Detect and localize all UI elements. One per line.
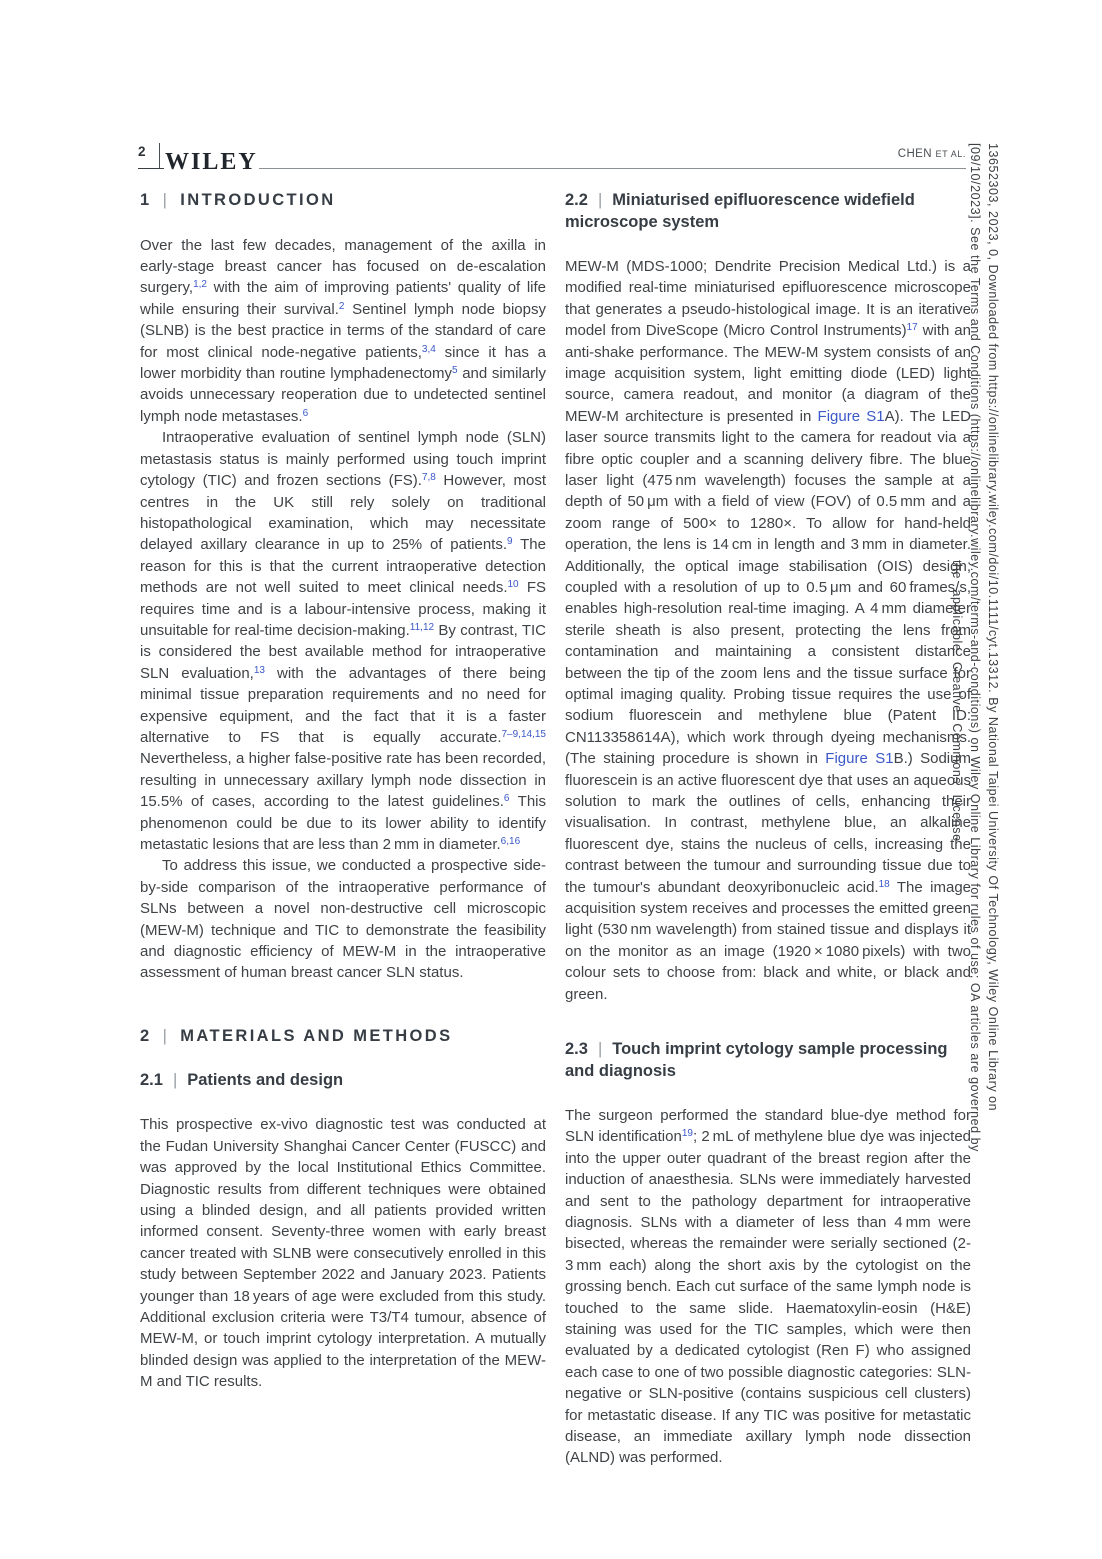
paragraph <box>140 427 546 855</box>
text-run: ; 2 mL of methylene blue dye was injected into the upper outer quadrant of the breast region after the induction of anaesthesia. SLNs were immediately harvested and sent to the pathology department for intraoperative diagnosis. SLNs with a diameter of less than 4 mm were bisected, whereas the remainder were serially sectioned (2-3 mm each) along the short axis by the cytologist on the grossing bench. Each cut surface of the same lymph node is touched to the same slide. Haematoxylin-eosin (H&E) staining was used for the TIC samples, which were then evaluated by a dedicated cytologist (Ren F) who assigned each case to one of two possible diagnostic categories: SLN-negative or SLN-positive (contains suspicious cell clusters) for metastatic disease. If any TIC was positive for metastatic disease, an immediate axillary lymph node dissection (ALND) was performed. <box>565 1128 972 1467</box>
heading-title: Miniaturised epifluorescence widefield microscope system <box>565 191 915 231</box>
text-run: The reason for this is that the current intraoperative detection methods are not well suited to meet clinical needs. <box>140 536 546 597</box>
subsection-heading <box>565 1039 971 1083</box>
paragraph <box>140 855 546 983</box>
heading-title: Touch imprint cytology sample processing and diagnosis <box>565 1040 948 1081</box>
reference-citation-link[interactable]: 19 <box>681 1128 693 1140</box>
heading-separator: | <box>162 1026 170 1045</box>
text-run: since it has a lower morbidity than routine lymphadenectomy <box>140 343 546 383</box>
reference-citation-link[interactable]: 7,8 <box>421 472 436 484</box>
download-stamp-line-2: [09/10/2023]. See the Terms and Conditions (https://onlinelibrary.wiley.com/terms-and-conditions) on Wiley Online Library for rules of use; OA articles are governed by <box>968 143 982 1152</box>
reference-citation-link[interactable]: 3,4 <box>421 343 436 355</box>
text-run: B.) Sodium fluorescein is an active fluorescent dye that uses an aqueous solution to mark the outlines of cells, enhancing their visualisation. In contrast, methylene blue, an alkaline fluorescent dye, stains the nucleus of cells, increasing the contrast between the tumour and surrounding tissue due to the tumour's abundant deoxyribonucleic acid. <box>565 750 971 896</box>
heading-number: 2.1 <box>140 1071 163 1090</box>
text-run: FS requires time and is a labour-intensive process, making it unsuitable for real-time decision-making. <box>140 579 546 639</box>
page-number: 2 <box>138 144 146 159</box>
section-heading <box>140 190 546 211</box>
reference-citation-link[interactable]: 5 <box>452 365 458 377</box>
download-stamp-line-1: 13652303, 2023, 0, Downloaded from https://onlinelibrary.wiley.com/doi/10.1111/cyt.13312. By National Taipei University Of Technology, Wiley Online Library on <box>986 143 1000 1112</box>
text-run: MEW-M (MDS-1000; Dendrite Precision Medical Ltd.) is a modified real-time miniaturised epifluorescence microscope that generates a pseudo-histological image. It is an iterative model from DiveScope (Micro Control Instruments) <box>565 257 971 340</box>
text-run: However, most centres in the UK still rely solely on traditional histopathological examination, which may necessitate delayed axillary clearance in up to 25% of patients. <box>140 472 546 554</box>
running-head <box>898 148 966 160</box>
reference-citation-link[interactable]: 1,2 <box>193 279 207 291</box>
heading-title: Patients and design <box>187 1071 344 1090</box>
reference-citation-link[interactable]: 9 <box>507 536 513 548</box>
reference-citation-link[interactable]: 13 <box>253 664 265 676</box>
heading-separator: | <box>172 1071 178 1090</box>
reference-citation-link[interactable]: 10 <box>507 579 519 591</box>
left-column <box>140 190 546 1393</box>
text-run: To address this issue, we conducted a prospective side-by-side comparison of the intraoperative performance of SLNs between a novel non-destructive cell microscopic (MEW-M) technique and TIC to demonstrate the feasibility and diagnostic efficiency of MEW-M in the intraoperative assessment of human breast cancer SLN status. <box>140 857 546 982</box>
heading-title: INTRODUCTION <box>180 191 336 209</box>
journal-header <box>138 150 966 174</box>
heading-title: MATERIALS AND METHODS <box>180 1026 453 1045</box>
reference-citation-link[interactable]: 11,12 <box>409 621 435 633</box>
header-rule-left <box>138 168 164 169</box>
reference-citation-link[interactable]: 2 <box>338 300 345 312</box>
text-run: By contrast, TIC is considered the best available method for intraoperative SLN evaluation, <box>140 621 546 682</box>
section-heading <box>140 1026 546 1047</box>
heading-separator: | <box>597 191 603 209</box>
reference-citation-link[interactable]: 7–9,14,15 <box>501 728 546 740</box>
heading-number: 2 <box>140 1026 152 1045</box>
text-run: The image acquisition system receives and processes the emitted green light (530 nm wavelength) from stained tissue and displays it on the monitor as an image (1920 × 1080 pixels) with two colour sets to choose from: black and white, or black and green. <box>565 878 971 1003</box>
text-run: The surgeon performed the standard blue-dye method for SLN identification <box>565 1106 971 1146</box>
heading-number: 2.3 <box>565 1040 588 1059</box>
reference-citation-link[interactable]: 6 <box>503 793 510 805</box>
subsection-heading <box>565 190 971 234</box>
text-run: with the aim of improving patients' quality of life while ensuring their survival. <box>140 279 546 318</box>
paragraph <box>565 1105 971 1469</box>
paragraph <box>140 1114 546 1392</box>
text-run: This phenomenon could be due to its lower ability to identify metastatic lesions that are less than 2 mm in diameter. <box>140 793 547 853</box>
paragraph <box>565 256 971 1005</box>
text-run: with the advantages of there being minimal tissue preparation requirements and no need for expensive equipment, and the fact that it is a faster alternative to FS that is equally accurate. <box>140 664 546 746</box>
reference-citation-link[interactable]: 6 <box>302 407 309 419</box>
heading-separator: | <box>597 1040 603 1059</box>
reference-citation-link[interactable]: 17 <box>906 322 918 334</box>
heading-number: 2.2 <box>565 191 588 209</box>
running-head-etal: ET AL. <box>935 149 966 159</box>
heading-separator: | <box>162 191 170 209</box>
text-run: This prospective ex-vivo diagnostic test was conducted at the Fudan University Shanghai Cancer Center (FUSCC) and was approved by the local Institutional Ethics Committee. Diagnostic results from different techniques were obtained using a blinded design, and all patients provided written informed consent. Seventy-three women with early breast cancer treated with SLNB were consecutively enrolled in this study between September 2022 and January 2023. Patients younger than 18 years of age were excluded from this study. Additional exclusion criteria were T3/T4 tumour, absence of MEW-M, or touch imprint cytology interpretation. A mutually blinded design was applied to the interpretation of the MEW-M and TIC results. <box>140 1116 546 1391</box>
header-rule <box>259 168 966 169</box>
subsection-heading <box>140 1070 546 1092</box>
download-stamp-line-3: the applicable Creative Commons License <box>950 560 964 842</box>
paragraph <box>140 235 546 428</box>
running-head-author: CHEN <box>897 148 932 160</box>
heading-number: 1 <box>140 191 152 209</box>
text-run: Sentinel lymph node biopsy (SLNB) is the best practice in terms of the standard of care for most clinical node-negative patients, <box>140 300 546 361</box>
reference-citation-link[interactable]: 6,16 <box>500 836 521 847</box>
text-run: and similarly avoids unnecessary reoperation due to undetected sentinel lymph node metastases. <box>140 365 547 425</box>
text-run: A). The LED laser source transmits light to the camera for readout via a fibre optic coupler and a scanning delivery fibre. The blue laser light (475 nm wavelength) focuses the sample at a depth of 50 μm with a field of view (FOV) of 0.5 mm and a zoom range of 500× to 1280×. To allow for hand-held operation, the lens is 14 cm in length and 3 mm in diameter. Additionally, the optical image stabilisation (OIS) design, coupled with a resolution of up to 0.5 μm and 60 frames/s, enables high-resolution real-time imaging. A 4 mm diameter sterile sheath is also present, protecting the lens from contamination and maintaining a consistent distance between the tip of the zoom lens and the tissue surface for optimal imaging quality. Probing tissue requires the use of sodium fluorescein and methylene blue (Patent ID: CN113358614A), which work through dyeing mechanisms. (The staining procedure is shown in <box>565 407 971 768</box>
text-run: Nevertheless, a higher false-positive rate has been recorded, resulting in unnecessary axillary lymph node dissection in 15.5% of cases, according to the latest guidelines. <box>140 750 546 811</box>
figure-link[interactable]: Figure S1 <box>825 750 894 768</box>
figure-link[interactable]: Figure S1 <box>817 407 885 425</box>
right-column <box>565 190 971 1469</box>
reference-citation-link[interactable]: 18 <box>878 878 890 890</box>
text-run: Over the last few decades, management of the axilla in early-stage breast cancer has focused on de-escalation surgery, <box>140 236 546 297</box>
text-run: Intraoperative evaluation of sentinel lymph node (SLN) metastasis status is mainly performed using touch imprint cytology (TIC) and frozen sections (FS). <box>140 429 546 490</box>
wiley-logo: WILEY <box>165 149 258 175</box>
text-run: with an anti-shake performance. The MEW-M system consists of an image acquisition system, light emitting diode (LED) light source, camera readout, and monitor (a diagram of the MEW-M architecture is presented in <box>565 322 971 425</box>
